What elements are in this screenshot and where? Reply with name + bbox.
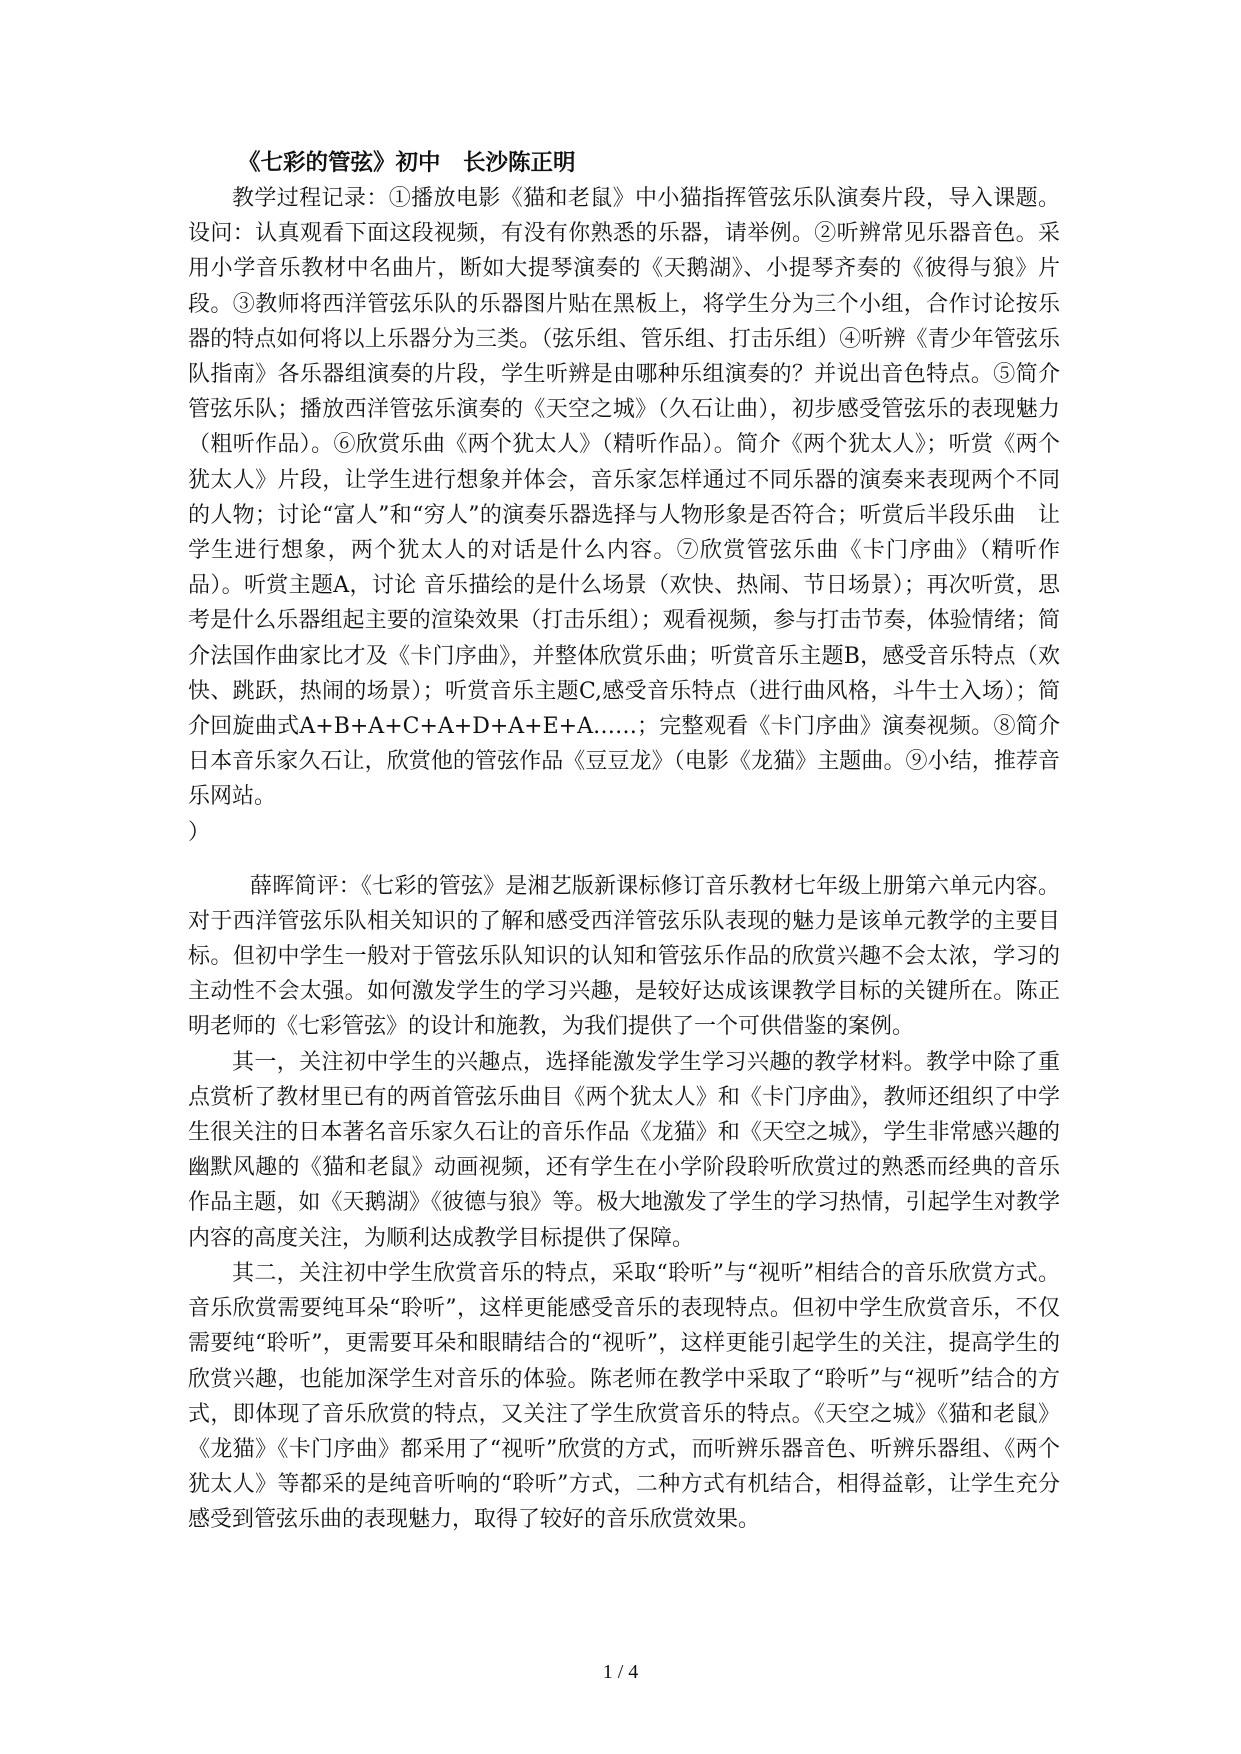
page-number: 1 / 4: [602, 1661, 639, 1683]
teaching-record-paragraph: 教学过程记录：①播放电影《猫和老鼠》中小猫指挥管弦乐队演奏片段，导入课题。设问：认真观看下面这段视频，有没有你熟悉的乐器，请举例。②听辨常见乐器音色。采用小学音乐教材中名曲片，断如大提琴演奏的《天鹅湖》、小提琴齐奏的《彼得与狼》片段。③教师将西洋管弦乐队的乐器图片贴在黑板上，将学生分为三个小组，合作讨论按乐器的特点如何将以上乐器分为三类。（弦乐组、管乐组、打击乐组）④听辨《青少年管弦乐队指南》各乐器组演奏的片段，学生听辨是由哪种乐组演奏的？并说出音色特点。⑤简介管弦乐队；播放西洋管弦乐演奏的《天空之城》（久石让曲），初步感受管弦乐的表现魅力（粗听作品）。⑥欣赏乐曲《两个犹太人》（精听作品）。简介《两个犹太人》；听赏《两个犹太人》片段，让学生进行想象并体会，音乐家怎样通过不同乐器的演奏来表现两个不同的人物；讨论“富人”和“穷人”的演奏乐器选择与人物形象是否符合；听赏后半段乐曲 让学生进行想象，两个犹太人的对话是什么内容。⑦欣赏管弦乐曲《卡门序曲》（精听作品）。听赏主题A，讨论 音乐描绘的是什么场景（欢快、热闹、节日场景）；再次听赏，思考是什么乐器组起主要的渲染效果（打击乐组）；观看视频，参与打击节奏，体验情绪；简介法国作曲家比才及《卡门序曲》，并整体欣赏乐曲；听赏音乐主题B，感受音乐特点（欢快、跳跃，热闹的场景）；听赏音乐主题C,感受音乐特点（进行曲风格，斗牛士入场）；简介回旋曲式A+B+A+C+A+D+A+E+A……；完整观看《卡门序曲》演奏视频。⑧简介日本音乐家久石让，欣赏他的管弦作品《豆豆龙》（电影《龙猫》主题曲。⑨小结，推荐音乐网站。: [188, 186, 1060, 810]
review-point-2-paragraph: 其二，关注初中学生欣赏音乐的特点，采取“聆听”与“视听”相结合的音乐欣赏方式。音乐欣赏需要纯耳朵“聆听”，这样更能感受音乐的表现特点。但初中学生欣赏音乐，不仅需要纯“聆听”，更需要耳朵和眼睛结合的“视听”，这样更能引起学生的关注，提高学生的欣赏兴趣，也能加深学生对音乐的体验。陈老师在教学中采取了“聆听”与“视听”结合的方式，即体现了音乐欣赏的特点，又关注了学生欣赏音乐的特点。《天空之城》《猫和老鼠》《龙猫》《卡门序曲》都采用了“视听”欣赏的方式，而听辨乐器音色、听辨乐器组、《两个犹太人》等都采的是纯音听响的“聆听”方式，二种方式有机结合，相得益彰，让学生充分感受到管弦乐曲的表现魅力，取得了较好的音乐欣赏效果。: [188, 1260, 1060, 1533]
document-title: 《七彩的管弦》初中 长沙陈正明: [238, 150, 576, 176]
review-paragraph: 薛晖简评：《七彩的管弦》是湘艺版新课标修订音乐教材七年级上册第六单元内容。对于西洋管弦乐队相关知识的了解和感受西洋管弦乐队表现的魅力是该单元教学的主要目标。但初中学生一般对于管弦乐队知识的认知和管弦乐作品的欣赏兴趣不会太浓，学习的主动性不会太强。如何激发学生的学习兴趣，是较好达成该课教学目标的关键所在。陈正明老师的《七彩管弦》的设计和施教，为我们提供了一个可供借鉴的案例。: [188, 873, 1060, 1040]
document-body: [188, 146, 1060, 1538]
review-point-1-paragraph: 其一，关注初中学生的兴趣点，选择能激发学生学习兴趣的教学材料。教学中除了重点赏析了教材里已有的两首管弦乐曲目《两个犹太人》和《卡门序曲》，教师还组织了中学生很关注的日本著名音乐家久石让的音乐作品《龙猫》和《天空之城》，学生非常感兴趣的幽默风趣的《猫和老鼠》动画视频，还有学生在小学阶段聆听欣赏过的熟悉而经典的音乐作品主题，如《天鹅湖》《彼德与狼》等。极大地激发了学生的学习热情，引起学生对教学内容的高度关注，为顺利达成教学目标提供了保障。: [188, 1049, 1060, 1251]
closing-parenthesis: ）: [188, 819, 211, 845]
